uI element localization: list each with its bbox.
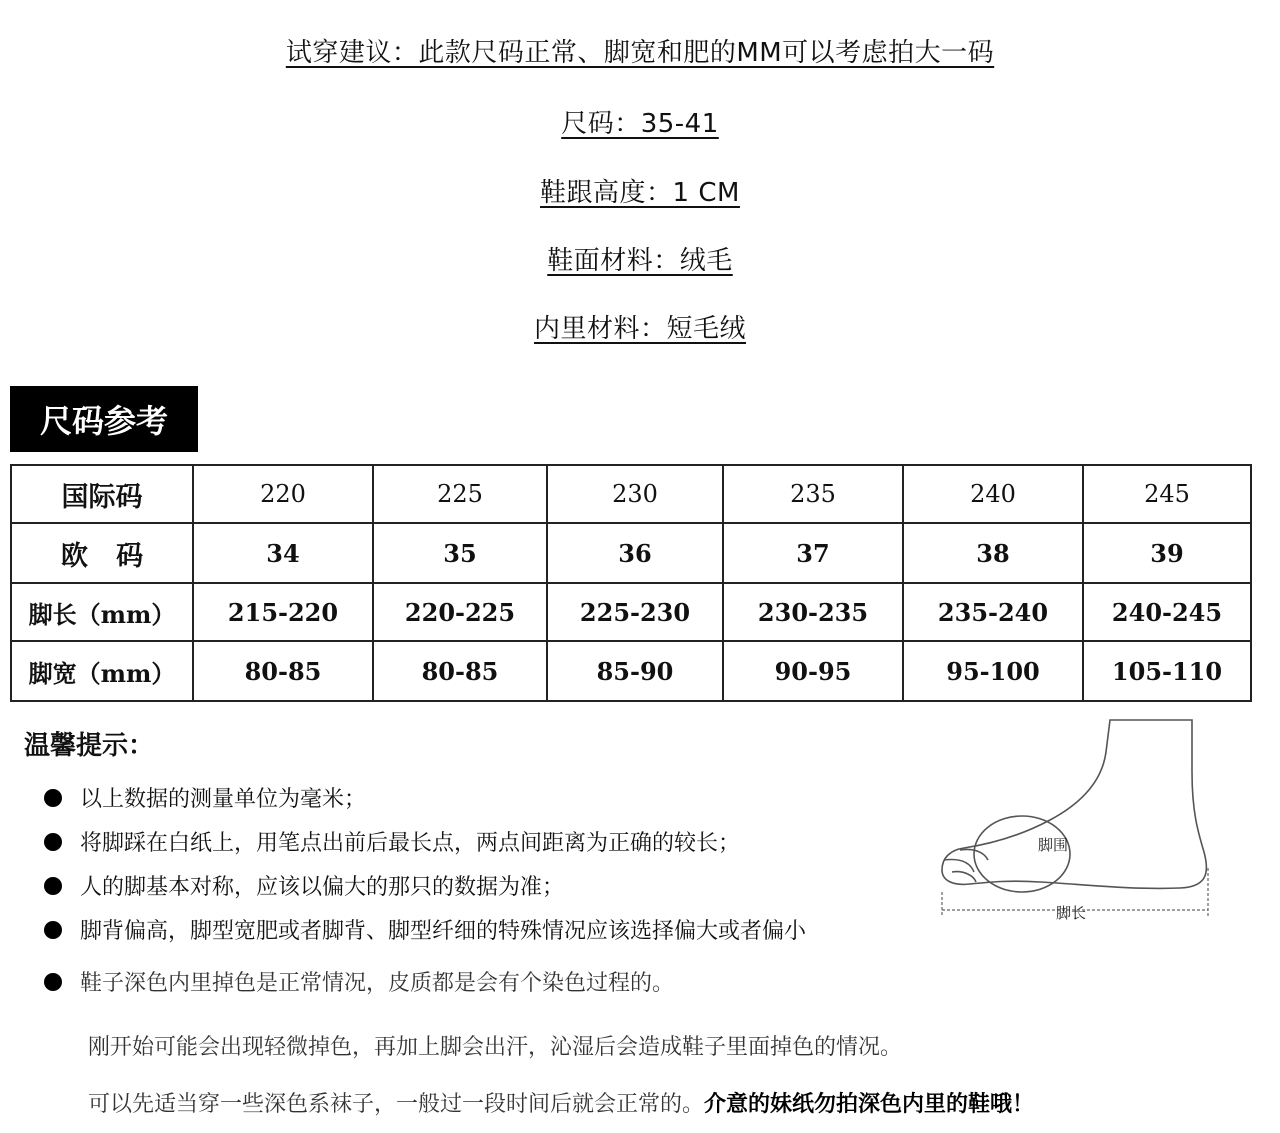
size-reference-heading: 尺码参考 [10, 386, 198, 452]
row-header: 脚宽（mm） [11, 641, 193, 701]
tip-text: 脚背偏高，脚型宽肥或者脚背、脚型纤细的特殊情况应该选择偏大或者偏小 [80, 919, 807, 944]
foot-length-label: 脚长 [1056, 904, 1087, 922]
table-cell: 230-235 [723, 583, 903, 641]
table-cell: 225 [373, 465, 547, 523]
tip-bullet [44, 826, 740, 857]
table-row-foot-length [11, 583, 1251, 641]
note-line-2 [88, 1087, 1034, 1118]
spec-lining-material [0, 308, 1280, 345]
table-cell: 37 [723, 523, 903, 583]
note-line-1: 刚开始可能会出现轻微掉色，再加上脚会出汗，沁湿后会造成鞋子里面掉色的情况。 [88, 1035, 903, 1060]
spec-size-range-text: 尺码：35-41 [561, 109, 719, 139]
tip-bullet [44, 966, 674, 997]
table-cell: 36 [547, 523, 723, 583]
table-cell: 220 [193, 465, 373, 523]
table-cell: 80-85 [373, 641, 547, 701]
tip-bullet [44, 782, 366, 813]
row-header: 欧 码 [11, 523, 193, 583]
spec-upper-material-text: 鞋面材料：绒毛 [547, 246, 733, 276]
bullet-dot-icon [44, 973, 62, 991]
table-cell: 230 [547, 465, 723, 523]
table-cell: 85-90 [547, 641, 723, 701]
tip-text: 将脚踩在白纸上，用笔点出前后最长点，两点间距离为正确的较长； [80, 831, 741, 856]
foot-outline-icon [942, 720, 1206, 892]
tip-text: 以上数据的测量单位为毫米； [80, 787, 367, 812]
table-row-international [11, 465, 1251, 523]
spec-fit-advice-text: 试穿建议：此款尺码正常、脚宽和肥的MM可以考虑拍大一码 [285, 38, 995, 68]
table-row-foot-width [11, 641, 1251, 701]
note-line-2-normal: 可以先适当穿一些深色系袜子，一般过一段时间后就会正常的。 [88, 1092, 705, 1117]
foot-girth-label: 脚围 [1038, 836, 1069, 854]
tips-title: 温馨提示： [24, 731, 155, 761]
table-cell: 225-230 [547, 583, 723, 641]
tip-text: 人的脚基本对称，应该以偏大的那只的数据为准； [80, 875, 565, 900]
spec-size-range [0, 103, 1280, 140]
spec-heel-height-text: 鞋跟高度：1 CM [540, 178, 740, 208]
spec-upper-material [0, 240, 1280, 277]
note-line-2-bold: 介意的妹纸勿拍深色内里的鞋哦！ [704, 1092, 1035, 1117]
table-cell: 235-240 [903, 583, 1083, 641]
table-cell: 215-220 [193, 583, 373, 641]
table-cell: 80-85 [193, 641, 373, 701]
foot-measure-diagram [930, 712, 1230, 932]
table-cell: 39 [1083, 523, 1251, 583]
bullet-dot-icon [44, 789, 62, 807]
spec-heel-height [0, 172, 1280, 209]
spec-fit-advice [0, 32, 1280, 69]
table-cell: 35 [373, 523, 547, 583]
table-cell: 95-100 [903, 641, 1083, 701]
table-cell: 220-225 [373, 583, 547, 641]
tip-bullet [44, 870, 564, 901]
row-header: 脚长（mm） [11, 583, 193, 641]
table-cell: 240-245 [1083, 583, 1251, 641]
tip-text: 鞋子深色内里掉色是正常情况，皮质都是会有个染色过程的。 [80, 971, 675, 996]
table-cell: 90-95 [723, 641, 903, 701]
tip-bullet [44, 914, 806, 945]
bullet-dot-icon [44, 877, 62, 895]
row-header: 国际码 [11, 465, 193, 523]
bullet-dot-icon [44, 833, 62, 851]
size-table [10, 464, 1252, 702]
table-row-eu [11, 523, 1251, 583]
spec-lining-material-text: 内里材料：短毛绒 [533, 314, 746, 344]
table-cell: 240 [903, 465, 1083, 523]
table-cell: 235 [723, 465, 903, 523]
table-cell: 38 [903, 523, 1083, 583]
table-cell: 245 [1083, 465, 1251, 523]
table-cell: 105-110 [1083, 641, 1251, 701]
table-cell: 34 [193, 523, 373, 583]
bullet-dot-icon [44, 921, 62, 939]
